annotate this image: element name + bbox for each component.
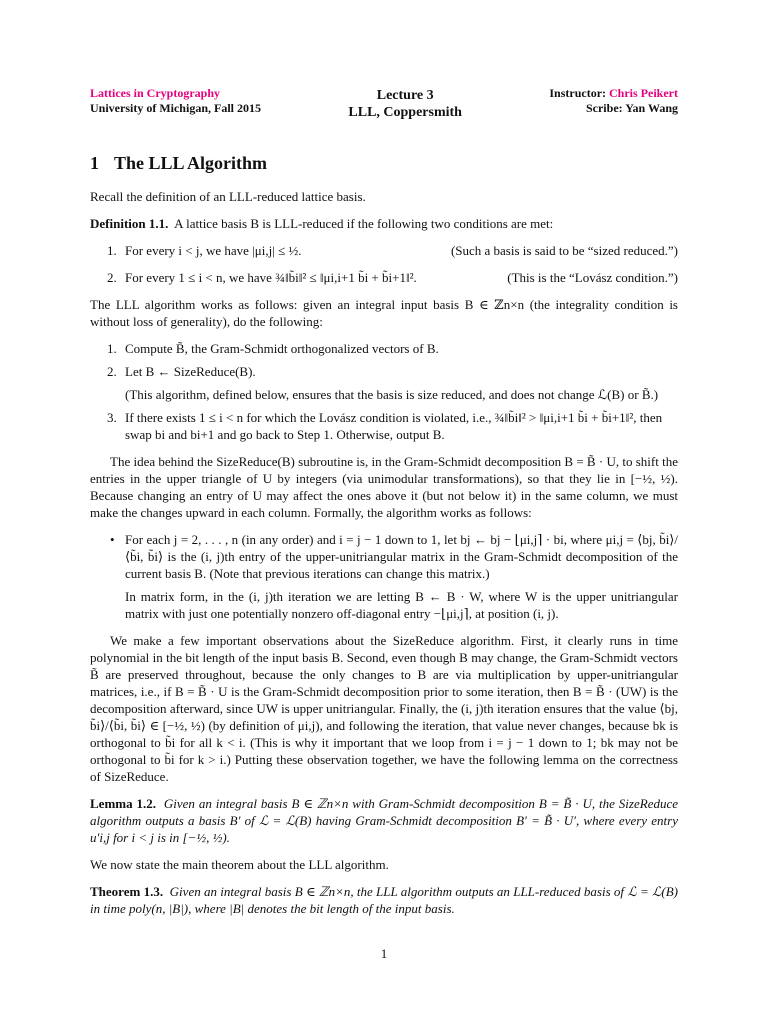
scribe-line: Scribe: Yan Wang [585, 101, 678, 115]
instructor-name: Chris Peikert [609, 86, 678, 100]
sizereduce-paragraph: The idea behind the SizeReduce(B) subroutine is, in the Gram-Schmidt decomposition B = B̃ · U, to shift the entries in the upper triangle of U by integers (via unimodular transformations), so that they lie in [−½, ½). Because changing an entry of U may affect the ones above it (but not below it) in the same column, we must make the changes upward in each column. Formally, the algorithm works as follows: [90, 454, 678, 520]
algorithm-step-3: 3. If there exists 1 ≤ i < n for which the Lovász condition is violated, i.e., ¾‖b̃i‖² > ‖μi,i+1 b̃i + b̃i+1‖², then swap bi and bi+1 and go back to Step 1. Otherwise, output B. [107, 410, 663, 442]
algorithm-step-1: 1. Compute B̃, the Gram-Schmidt orthogonalized vectors of B. [107, 341, 439, 356]
instructor-line [549, 86, 678, 101]
lemma-1-2 [90, 795, 678, 846]
lemma-label: Lemma 1.2. [90, 796, 157, 811]
matrix-form-text: In matrix form, in the (i, j)th iteration we are letting B ← B · W, where W is the upper unitriangular matrix with just one potentially nonzero off-diagonal entry −⌊μi,j⌉, at position (i, j). [125, 589, 678, 621]
algorithm-intro: The LLL algorithm works as follows: given an integral input basis B ∈ ℤn×n (the integrality condition is without loss of generality), do the following: [90, 297, 678, 329]
definition-item-1: 1. For every i < j, we have |μi,j| ≤ ½. (Such a basis is said to be “sized reduced.”) [107, 243, 678, 258]
step-2-text: Let B ← SizeReduce(B). [125, 364, 256, 379]
sizereduce-bullet [90, 531, 678, 582]
theorem-label: Theorem 1.3. [90, 884, 164, 899]
definition-item-1-note: (Such a basis is said to be “sized reduced.”) [450, 243, 678, 258]
definition-item-2-note: (This is the “Lovász condition.”) [507, 270, 678, 285]
theorem-1-3 [90, 883, 678, 917]
definition-item-2-text: For every 1 ≤ i < n, we have ¾‖b̃i‖² ≤ ‖μi,i+1 b̃i + b̃i+1‖². [125, 270, 417, 285]
observations-paragraph: We make a few important observations about the SizeReduce algorithm. First, it clearly runs in time polynomial in the bit length of the input basis B. Second, even though B may change, the Gram-Schmidt vectors B̃ are preserved throughout, because the only changes to B are via multiplication by upper-unitriangular matrices, i.e., if B = B̃ · U is the Gram-Schmidt decomposition prior to some iteration, then B = B̃ · (UW) is the decomposition afterward, since UW is upper unitriangular. Finally, the (i, j)th iteration ensures that the value ⟨bj, b̃i⟩/⟨b̃i, b̃i⟩ ∈ [−½, ½) (by definition of μi,j), and following the iteration, that value never changes, because bk is orthogonal to b̃i for all k < i. (This is why it important that we loop from i = j − 1 down to 1; bk may not be orthogonal to b̃i for k > i.) Putting these observation together, we have the following lemma on the correctness of SizeReduce. [90, 633, 678, 784]
algorithm-step-2: 2. Let B ← SizeReduce(B). [107, 364, 256, 379]
sizereduce-matrix-form [90, 588, 678, 622]
header-center [348, 87, 462, 121]
theorem-text: Given an integral basis B ∈ ℤn×n, the LLL algorithm outputs an LLL-reduced basis of ℒ = ℒ(B) in time poly(n, |B|), where |B| denotes the bit length of the input basis. [90, 884, 678, 916]
header-left [90, 86, 261, 116]
bullet-dot: • [110, 532, 115, 547]
main-theorem-intro: We now state the main theorem about the LLL algorithm. [90, 857, 389, 872]
step-1-text: Compute B̃, the Gram-Schmidt orthogonalized vectors of B. [125, 341, 439, 356]
page-number: 1 [380, 946, 388, 961]
definition-label: Definition 1.1. [90, 216, 169, 231]
section-heading [90, 153, 678, 174]
intro-paragraph: Recall the definition of an LLL-reduced lattice basis. [90, 189, 366, 204]
paper-page [90, 86, 678, 917]
section-title: The LLL Algorithm [114, 153, 268, 173]
step-2-note-text: (This algorithm, defined below, ensures that the basis is size reduced, and does not change ℒ(B) or B̃.) [125, 387, 659, 402]
lecture-number: Lecture 3 [376, 88, 434, 103]
algorithm-step-2-note [90, 386, 678, 403]
definition-item-1-text: For every i < j, we have |μi,j| ≤ ½. [125, 243, 302, 258]
step-3-text: If there exists 1 ≤ i < n for which the Lovász condition is violated, i.e., ¾‖b̃i‖² > ‖μi,i+1 b̃i + b̃i+1‖², then swap bi and bi+1 and go back to Step 1. Otherwise, output B. [125, 410, 663, 442]
university-line: University of Michigan, Fall 2015 [90, 101, 261, 115]
sizereduce-bullet-text: For each j = 2, . . . , n (in any order) and i = j − 1 down to 1, let bj ← bj − ⌊μi,j⌉ · bi, where μi,j = ⟨bj, b̃i⟩/⟨b̃i, b̃i⟩ is the (i, j)th entry of the upper-unitriangular matrix in the Gram-Schmidt decomposition of the current basis B. (Note that previous iterations can change this matrix.) [125, 532, 678, 581]
definition-item-2: 2. For every 1 ≤ i < n, we have ¾‖b̃i‖² ≤ ‖μi,i+1 b̃i + b̃i+1‖². (This is the “Lovász condition.”) [107, 270, 678, 285]
definition-text: A lattice basis B is LLL-reduced if the following two conditions are met: [174, 216, 554, 231]
instructor-label: Instructor: [549, 86, 610, 100]
section-number: 1 [90, 153, 99, 173]
course-title: Lattices in Cryptography [90, 86, 220, 100]
header-right [549, 86, 678, 116]
definition-1-1 [90, 215, 678, 232]
lecture-topic: LLL, Coppersmith [348, 105, 462, 120]
lecture-header [90, 86, 678, 121]
lemma-text: Given an integral basis B ∈ ℤn×n with Gram-Schmidt decomposition B = B̃ · U, the SizeReduce algorithm outputs a basis B′ of ℒ = ℒ(B) having Gram-Schmidt decomposition B′ = B̃ · U′, where every entry u′i,j for i < j is in [−½, ½). [90, 796, 678, 845]
